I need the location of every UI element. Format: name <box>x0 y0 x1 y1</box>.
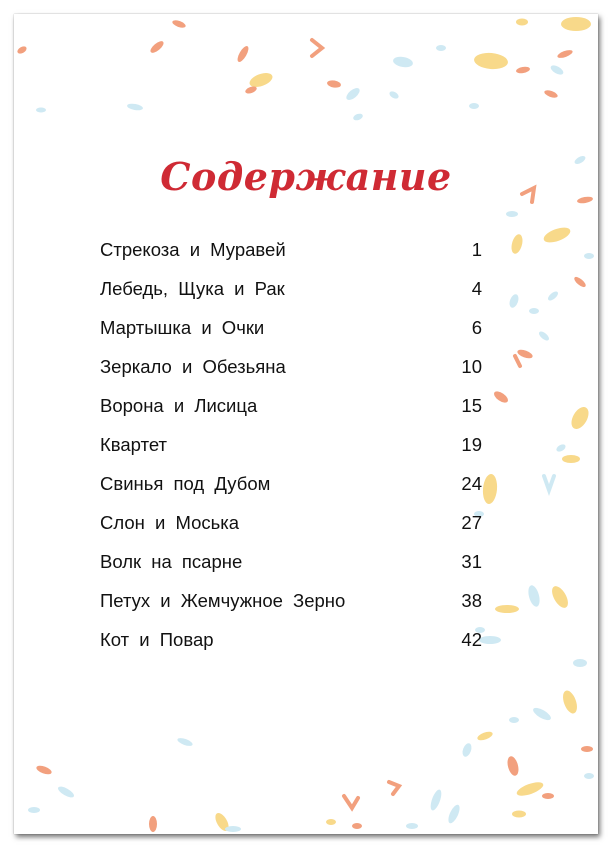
toc-entry-title: Мартышка и Очки <box>100 317 265 338</box>
toc-entry <box>100 629 482 668</box>
toc-entry-title: Лебедь, Щука и Рак <box>100 278 285 299</box>
toc-entry-page: 38 <box>461 590 482 611</box>
toc-entry-page: 27 <box>461 512 482 533</box>
toc-entry <box>100 434 482 473</box>
toc-entry-page: 1 <box>471 239 482 260</box>
confetti-bottom <box>28 736 526 833</box>
toc-entry-title: Ворона и Лисица <box>100 395 258 416</box>
book-page <box>14 14 598 834</box>
toc-entry <box>100 590 482 629</box>
toc-entry-page: 6 <box>471 317 482 338</box>
table-of-contents <box>100 239 482 668</box>
toc-entry <box>100 551 482 590</box>
toc-entry-title: Стрекоза и Муравей <box>100 239 286 260</box>
toc-entry-page: 42 <box>461 629 482 650</box>
toc-entry-page: 10 <box>461 356 482 377</box>
toc-entry-page: 24 <box>461 473 482 494</box>
toc-entry <box>100 317 482 356</box>
toc-entry-page: 19 <box>461 434 482 455</box>
toc-entry-title: Петух и Жемчужное Зерно <box>100 590 346 611</box>
toc-entry-title: Зеркало и Обезьяна <box>100 356 286 377</box>
toc-entry <box>100 512 482 551</box>
toc-entry-page: 4 <box>471 278 482 299</box>
toc-entry-title: Слон и Моська <box>100 512 240 533</box>
toc-entry-title: Свинья под Дубом <box>100 473 271 494</box>
toc-entry <box>100 239 482 278</box>
toc-entry <box>100 395 482 434</box>
toc-entry-title: Волк на псарне <box>100 551 243 572</box>
toc-entry <box>100 278 482 317</box>
toc-entry-page: 31 <box>461 551 482 572</box>
confetti-top <box>16 17 591 166</box>
page-title: Содержание <box>160 154 452 199</box>
toc-entry <box>100 473 482 512</box>
toc-entry <box>100 356 482 395</box>
toc-entry-page: 15 <box>461 395 482 416</box>
toc-entry-title: Кот и Повар <box>100 629 214 650</box>
toc-entry-title: Квартет <box>100 434 167 455</box>
